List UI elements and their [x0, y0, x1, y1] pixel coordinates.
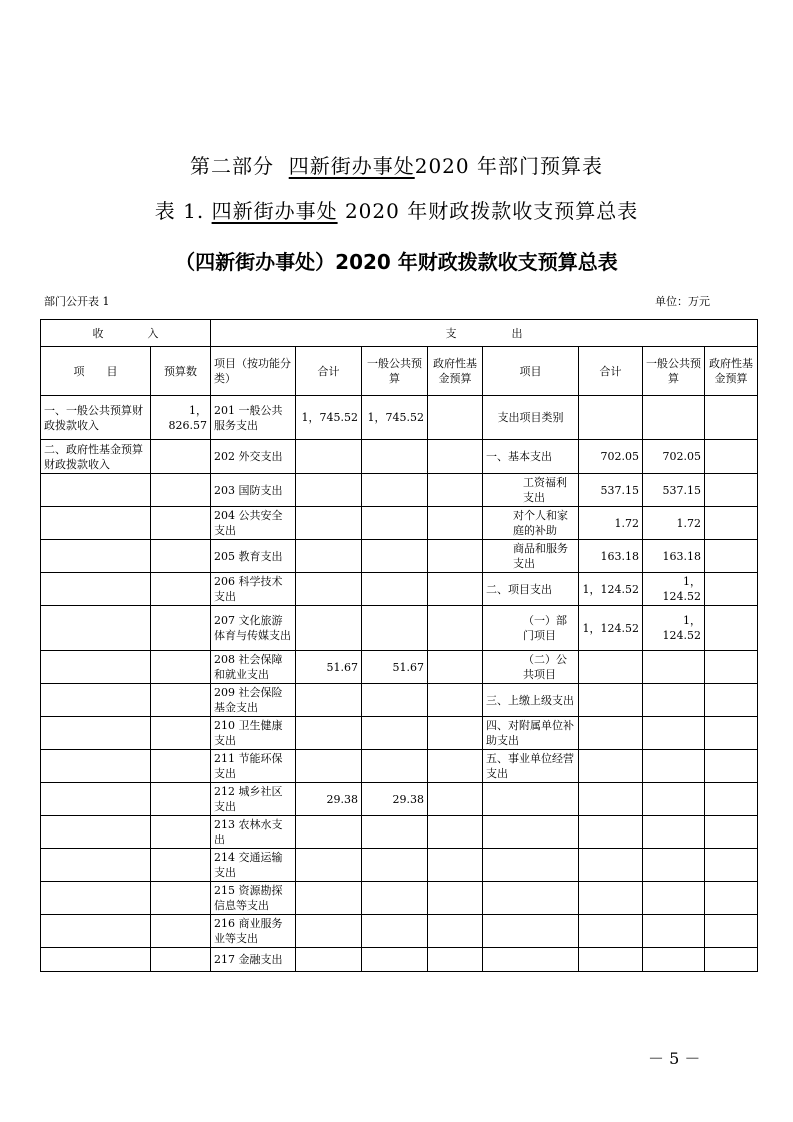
table-cell	[41, 651, 151, 684]
table-cell: 702.05	[643, 440, 705, 474]
table-cell	[151, 540, 211, 573]
table-row	[41, 717, 758, 750]
table-cell	[483, 915, 579, 948]
table-cell	[428, 816, 483, 849]
table-cell	[428, 915, 483, 948]
table-cell: 三、上缴上级支出	[483, 684, 579, 717]
table-cell	[296, 915, 362, 948]
table-cell: 1，124.52	[643, 573, 705, 606]
table-cell: 205 教育支出	[211, 540, 296, 573]
table-cell	[296, 717, 362, 750]
table-cell	[362, 849, 428, 882]
table-cell: 212 城乡社区支出	[211, 783, 296, 816]
table-cell	[41, 540, 151, 573]
table-cell: 1，745.52	[296, 396, 362, 440]
table-cell	[643, 849, 705, 882]
table-cell	[151, 684, 211, 717]
part-prefix: 第二部分	[190, 154, 274, 178]
table-cell	[151, 948, 211, 972]
table-row	[41, 849, 758, 882]
col-header: 政府性基金预算	[428, 347, 483, 396]
table-cell	[428, 882, 483, 915]
table-row	[41, 440, 758, 474]
table-cell: 206 科学技术支出	[211, 573, 296, 606]
table-cell: 支出项目类别	[483, 396, 579, 440]
table-prefix: 表 1.	[154, 199, 205, 223]
table-row	[41, 684, 758, 717]
table-cell	[362, 573, 428, 606]
table-cell	[428, 783, 483, 816]
table-cell	[643, 915, 705, 948]
table-cell	[151, 750, 211, 783]
table-cell	[643, 882, 705, 915]
table-cell	[579, 849, 643, 882]
table-cell	[296, 573, 362, 606]
table-cell: 163.18	[579, 540, 643, 573]
table-row	[41, 948, 758, 972]
table-cell: 1，745.52	[362, 396, 428, 440]
table-row	[41, 507, 758, 540]
table-cell	[705, 606, 758, 651]
table-cell: 商品和服务支出	[483, 540, 579, 573]
table-cell	[151, 440, 211, 474]
table-cell	[151, 816, 211, 849]
part-heading	[0, 150, 793, 179]
table-cell	[579, 948, 643, 972]
table-cell	[362, 882, 428, 915]
table-cell	[579, 750, 643, 783]
expense-header: 支 出	[211, 320, 758, 347]
table-cell	[362, 540, 428, 573]
table-cell: 1.72	[643, 507, 705, 540]
table-cell	[705, 750, 758, 783]
table-cell	[643, 651, 705, 684]
table-cell: 537.15	[643, 474, 705, 507]
table-cell	[151, 783, 211, 816]
table-cell	[428, 717, 483, 750]
table-cell: 204 公共安全支出	[211, 507, 296, 540]
table-cell	[151, 915, 211, 948]
table-cell	[41, 684, 151, 717]
table-cell: 五、事业单位经营支出	[483, 750, 579, 783]
page-number: － 5 －	[648, 1049, 701, 1068]
table-cell	[705, 396, 758, 440]
table-cell: 工资福利支出	[483, 474, 579, 507]
table-cell	[41, 816, 151, 849]
table-cell	[428, 540, 483, 573]
table-cell	[296, 440, 362, 474]
col-header: 合计	[296, 347, 362, 396]
table-cell	[41, 606, 151, 651]
table-cell	[362, 606, 428, 651]
table-cell	[296, 507, 362, 540]
table-row	[41, 750, 758, 783]
table-cell	[41, 507, 151, 540]
table-cell	[579, 396, 643, 440]
table-cell	[151, 606, 211, 651]
table-cell	[296, 849, 362, 882]
table-cell	[151, 573, 211, 606]
table-cell	[705, 684, 758, 717]
table-cell: 一、基本支出	[483, 440, 579, 474]
table-cell: 51.67	[362, 651, 428, 684]
table-cell	[705, 783, 758, 816]
table-cell	[643, 816, 705, 849]
table-cell	[296, 882, 362, 915]
table-suffix: 2020 年财政拨款收支预算总表	[344, 199, 639, 223]
table-cell	[643, 783, 705, 816]
table-cell: 215 资源勘探信息等支出	[211, 882, 296, 915]
table-cell	[362, 474, 428, 507]
table-cell	[296, 474, 362, 507]
table-cell	[643, 684, 705, 717]
table-cell	[41, 882, 151, 915]
table-cell	[362, 816, 428, 849]
table-cell: 217 金融支出	[211, 948, 296, 972]
table-cell: 214 交通运输支出	[211, 849, 296, 882]
table-cell	[705, 816, 758, 849]
col-header: 一般公共预算	[362, 347, 428, 396]
table-cell	[705, 507, 758, 540]
table-row	[41, 606, 758, 651]
group-header-row	[41, 320, 758, 347]
table-cell: 一、一般公共预算财政拨款收入	[41, 396, 151, 440]
table-cell	[705, 573, 758, 606]
table-cell: 208 社会保障和就业支出	[211, 651, 296, 684]
table-cell	[428, 474, 483, 507]
table-cell: 213 农林水支出	[211, 816, 296, 849]
col-header: 预算数	[151, 347, 211, 396]
col-header: 项目	[483, 347, 579, 396]
table-cell	[151, 474, 211, 507]
table-row	[41, 474, 758, 507]
table-cell	[428, 684, 483, 717]
table-cell	[579, 816, 643, 849]
table-cell	[151, 882, 211, 915]
table-cell	[705, 651, 758, 684]
table-cell: 1，124.52	[643, 606, 705, 651]
col-header: 项 目	[41, 347, 151, 396]
table-cell: 202 外交支出	[211, 440, 296, 474]
table-cell	[151, 849, 211, 882]
table-cell	[483, 849, 579, 882]
table-cell: 209 社会保险基金支出	[211, 684, 296, 717]
table-cell	[705, 474, 758, 507]
table-cell: 二、政府性基金预算财政拨款收入	[41, 440, 151, 474]
table-cell: 四、对附属单位补助支出	[483, 717, 579, 750]
table-cell: 207 文化旅游体育与传媒支出	[211, 606, 296, 651]
table-cell	[296, 816, 362, 849]
table-cell	[41, 573, 151, 606]
table-cell	[579, 717, 643, 750]
table-cell	[705, 717, 758, 750]
column-header-row	[41, 347, 758, 396]
table-row	[41, 882, 758, 915]
col-header: 项目（按功能分类）	[211, 347, 296, 396]
col-header: 政府性基金预算	[705, 347, 758, 396]
table-row	[41, 915, 758, 948]
part-org: 四新街办事处	[288, 154, 415, 178]
table-cell	[151, 507, 211, 540]
table-cell: 210 卫生健康支出	[211, 717, 296, 750]
table-cell	[705, 882, 758, 915]
table-cell	[41, 717, 151, 750]
table-row	[41, 573, 758, 606]
form-number: 部门公开表 1	[44, 295, 110, 308]
table-cell	[579, 915, 643, 948]
table-cell	[428, 396, 483, 440]
table-cell	[483, 882, 579, 915]
table-cell: 1，124.52	[579, 573, 643, 606]
table-cell	[428, 507, 483, 540]
table-cell: 51.67	[296, 651, 362, 684]
table-cell	[428, 440, 483, 474]
table-cell: 1.72	[579, 507, 643, 540]
table-cell	[579, 651, 643, 684]
table-cell	[705, 540, 758, 573]
table-cell	[705, 915, 758, 948]
income-header: 收 入	[41, 320, 211, 347]
table-cell: 1，826.57	[151, 396, 211, 440]
table-row	[41, 651, 758, 684]
budget-table	[40, 319, 758, 972]
table-cell	[362, 684, 428, 717]
table-cell	[362, 507, 428, 540]
table-org: 四新街办事处	[211, 199, 338, 223]
table-cell	[643, 750, 705, 783]
table-cell: 29.38	[362, 783, 428, 816]
table-cell	[362, 915, 428, 948]
table-cell	[428, 651, 483, 684]
table-cell	[41, 849, 151, 882]
table-cell: 211 节能环保支出	[211, 750, 296, 783]
table-row	[41, 816, 758, 849]
table-cell	[41, 783, 151, 816]
col-header: 合计	[579, 347, 643, 396]
table-cell	[705, 849, 758, 882]
table-cell	[296, 684, 362, 717]
table-cell: （一）部门项目	[483, 606, 579, 651]
table-cell	[362, 717, 428, 750]
table-cell	[296, 948, 362, 972]
table-cell: 163.18	[643, 540, 705, 573]
table-cell	[643, 948, 705, 972]
table-cell	[643, 717, 705, 750]
table-cell: 29.38	[296, 783, 362, 816]
table-cell: （二）公共项目	[483, 651, 579, 684]
table-row	[41, 783, 758, 816]
table-cell: 1，124.52	[579, 606, 643, 651]
table-cell	[296, 750, 362, 783]
table-cell: 702.05	[579, 440, 643, 474]
col-header: 一般公共预算	[643, 347, 705, 396]
table-cell: 537.15	[579, 474, 643, 507]
table-cell	[483, 783, 579, 816]
table-cell	[362, 948, 428, 972]
table-cell: 203 国防支出	[211, 474, 296, 507]
table-cell	[41, 915, 151, 948]
table-cell	[428, 573, 483, 606]
table-cell	[705, 948, 758, 972]
table-cell	[579, 783, 643, 816]
table-cell: 201 一般公共服务支出	[211, 396, 296, 440]
table-cell	[296, 606, 362, 651]
table-cell	[362, 750, 428, 783]
table-cell: 二、项目支出	[483, 573, 579, 606]
table-cell	[579, 684, 643, 717]
table-cell	[483, 816, 579, 849]
table-cell	[41, 474, 151, 507]
table-cell: 对个人和家庭的补助	[483, 507, 579, 540]
document-title: （四新街办事处）2020 年财政拨款收支预算总表	[175, 250, 618, 274]
table-cell	[483, 948, 579, 972]
table-cell	[428, 750, 483, 783]
table-cell	[705, 440, 758, 474]
table-cell	[643, 396, 705, 440]
table-cell	[579, 882, 643, 915]
table-cell	[296, 540, 362, 573]
part-suffix: 2020 年部门预算表	[414, 154, 603, 178]
table-cell	[41, 948, 151, 972]
table-cell: 216 商业服务业等支出	[211, 915, 296, 948]
table-cell	[428, 606, 483, 651]
table-cell	[151, 651, 211, 684]
table-cell	[362, 440, 428, 474]
table-cell	[41, 750, 151, 783]
unit-label: 单位：万元	[655, 295, 710, 308]
table-cell	[428, 849, 483, 882]
table-cell	[428, 948, 483, 972]
table-heading	[0, 195, 793, 224]
table-row	[41, 396, 758, 440]
table-cell	[151, 717, 211, 750]
table-row	[41, 540, 758, 573]
